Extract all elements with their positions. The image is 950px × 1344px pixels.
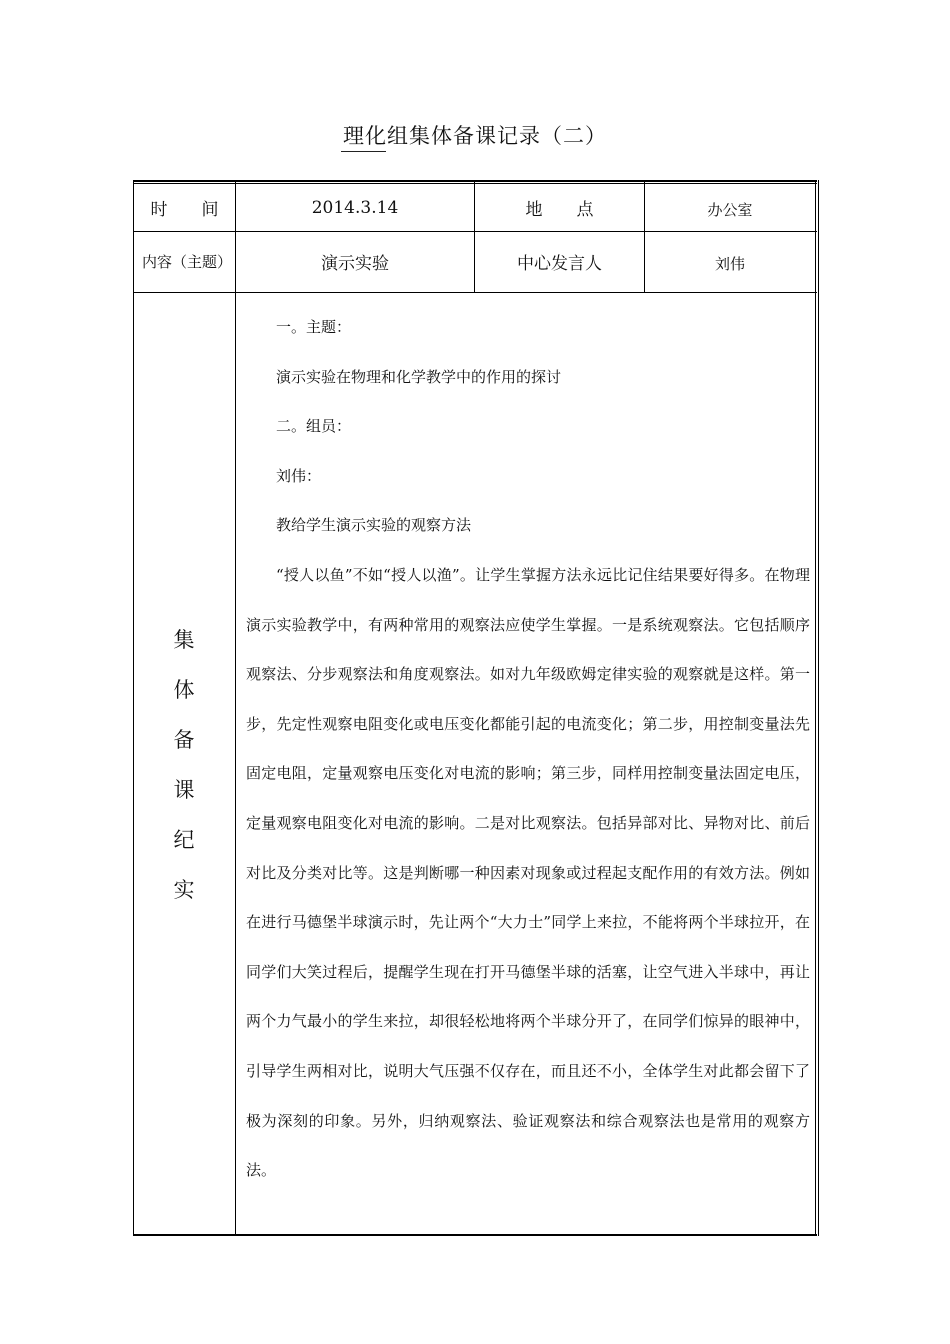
speaker-value: 刘伟 (714, 254, 745, 273)
record-paragraph: 一。主题： (276, 318, 352, 336)
table-border-right (815, 180, 816, 1236)
record-paragraph: 教给学生演示实验的观察方法 (276, 516, 472, 535)
table-col-divider-1 (235, 180, 236, 1236)
content-value: 演示实验 (321, 253, 389, 274)
time-value: 2014.3.14 (311, 197, 399, 218)
record-paragraph: 二。组员： (276, 417, 352, 436)
page-title: 理化组集体备课记录（二） (343, 124, 607, 148)
record-paragraph-main: “授人以鱼”不如“授人以渔”。让学生掌握方法永远比记住结果要好得多。在物理演示实验教学中，有两种常用的观察法应使学生掌握。一是系统观察法。它包括顺序观察法、分步观察法和角度观察法。如对九年级欧姆定律实验的观察就是这样。第一步，先定性观察电阻变化或电压变化都能引起的电流变化；第二步，用控制变量法先固定电阻，定量观察电压变化对电流的影响；第三步，同样用控制变量法固定电压，定量观察电阻变化对电流的影响。二是对比观察法。包括异部对比、异物对比、前后对比及分类对比等。这是判断哪一种因素对现象或过程起支配作用的有效方法。例如在进行马德堡半球演示时，先让两个“大力士”同学上来拉，不能将两个半球拉开，在同学们大笑过程后，提醒学生现在打开马德堡半球的活塞，让空气进入半球中，再让两个力气最小的学生来拉，却很轻松地将两个半球分开了，在同学们惊异的眼神中，引导学生两相对比，说明大气压强不仅存在，而且还不小，全体学生对此都会留下了极为深刻的印象。另外，归纳观察法、验证观察法和综合观察法也是常用的观察方法。 (246, 565, 810, 1180)
record-label-char: 实 (173, 878, 195, 902)
place-label: 地 点 (525, 200, 594, 220)
record-paragraph: 演示实验在物理和化学教学中的作用的探讨 (276, 367, 562, 386)
time-label: 时 间 (150, 200, 219, 220)
place-value: 办公室 (707, 200, 753, 219)
record-label-char: 集 (173, 628, 195, 652)
record-label-char: 备 (173, 728, 195, 752)
record-label-char: 纪 (173, 828, 195, 852)
record-paragraph: 刘伟： (276, 466, 322, 485)
speaker-label: 中心发言人 (517, 253, 602, 274)
content-label: 内容（主题） (142, 252, 233, 271)
record-section-label (133, 615, 235, 915)
record-label-char: 课 (173, 778, 195, 802)
title-underline (341, 151, 386, 152)
table-border-right-outer (818, 180, 819, 1236)
record-content (246, 303, 810, 1196)
record-label-char: 体 (173, 678, 195, 702)
